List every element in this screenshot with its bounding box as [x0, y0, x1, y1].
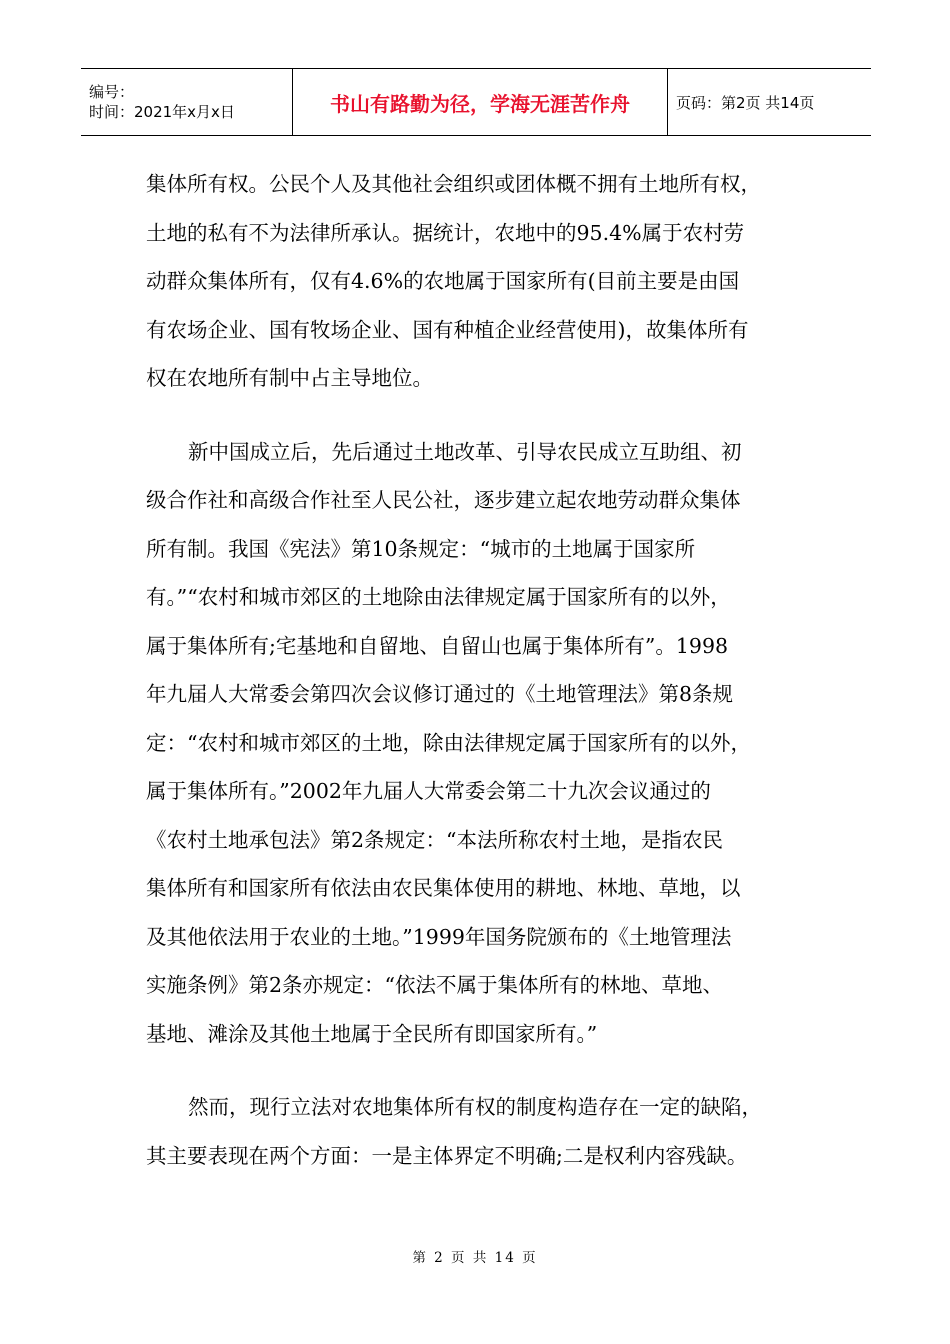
- text-line: 《农村土地承包法》第2条规定：“本法所称农村土地，是指农民: [146, 827, 724, 852]
- text-line: 属于集体所有。”2002年九届人大常委会第二十九次会议通过的: [146, 779, 711, 803]
- page-header: [81, 68, 871, 136]
- text-line: 实施条例》第2条亦规定：“依法不属于集体所有的林地、草地、: [146, 973, 724, 997]
- paragraph-2: [146, 428, 811, 1059]
- text-line: 土地的私有不为法律所承认。据统计，农地中的95.4%属于农村劳: [146, 220, 745, 245]
- header-meta-cell: [81, 69, 293, 136]
- paragraph-1: [146, 160, 811, 403]
- text-line: 新中国成立后，先后通过土地改革、引导农民成立互助组、初: [188, 439, 742, 464]
- paragraph-3: [146, 1083, 811, 1180]
- text-line: 及其他依法用于农业的土地。”1999年国务院颁布的《土地管理法: [146, 924, 732, 949]
- text-line: 定：“农村和城市郊区的土地，除由法律规定属于国家所有的以外，: [146, 730, 751, 755]
- text-line: 其主要表现在两个方面：一是主体界定不明确;二是权利内容残缺。: [146, 1143, 748, 1168]
- text-line: 集体所有和国家所有依法由农民集体使用的耕地、林地、草地，以: [146, 876, 741, 900]
- page-footer: 第 2 页 共 14 页: [412, 1250, 538, 1266]
- text-line: 集体所有权。公民个人及其他社会组织或团体概不拥有土地所有权，: [146, 172, 761, 196]
- number-label: 编号：: [89, 83, 135, 101]
- header-page-info: 页码：第2页 共14页: [668, 69, 872, 136]
- date-label: 时间：2021年x月x日: [89, 103, 235, 121]
- text-line: 有农场企业、国有牧场企业、国有种植企业经营使用)，故集体所有: [146, 317, 749, 342]
- header-motto: 书山有路勤为径，学海无涯苦作舟: [293, 69, 668, 136]
- text-line: 属于集体所有;宅基地和自留地、自留山也属于集体所有”。1998: [146, 633, 729, 658]
- text-line: 权在农地所有制中占主导地位。: [146, 366, 433, 390]
- text-line: 动群众集体所有，仅有4.6%的农地属于国家所有(目前主要是由国: [146, 269, 740, 293]
- text-line: 所有制。我国《宪法》第10条规定：“城市的土地属于国家所: [146, 536, 696, 561]
- text-line: 然而，现行立法对农地集体所有权的制度构造存在一定的缺陷，: [188, 1095, 762, 1119]
- text-line: 有。”“农村和城市郊区的土地除由法律规定属于国家所有的以外，: [146, 585, 731, 609]
- text-line: 基地、滩涂及其他土地属于全民所有即国家所有。”: [146, 1021, 598, 1046]
- text-line: 级合作社和高级合作社至人民公社，逐步建立起农地劳动群众集体: [146, 488, 741, 512]
- document-body: [146, 160, 811, 1205]
- text-line: 年九届人大常委会第四次会议修订通过的《土地管理法》第8条规: [146, 682, 734, 706]
